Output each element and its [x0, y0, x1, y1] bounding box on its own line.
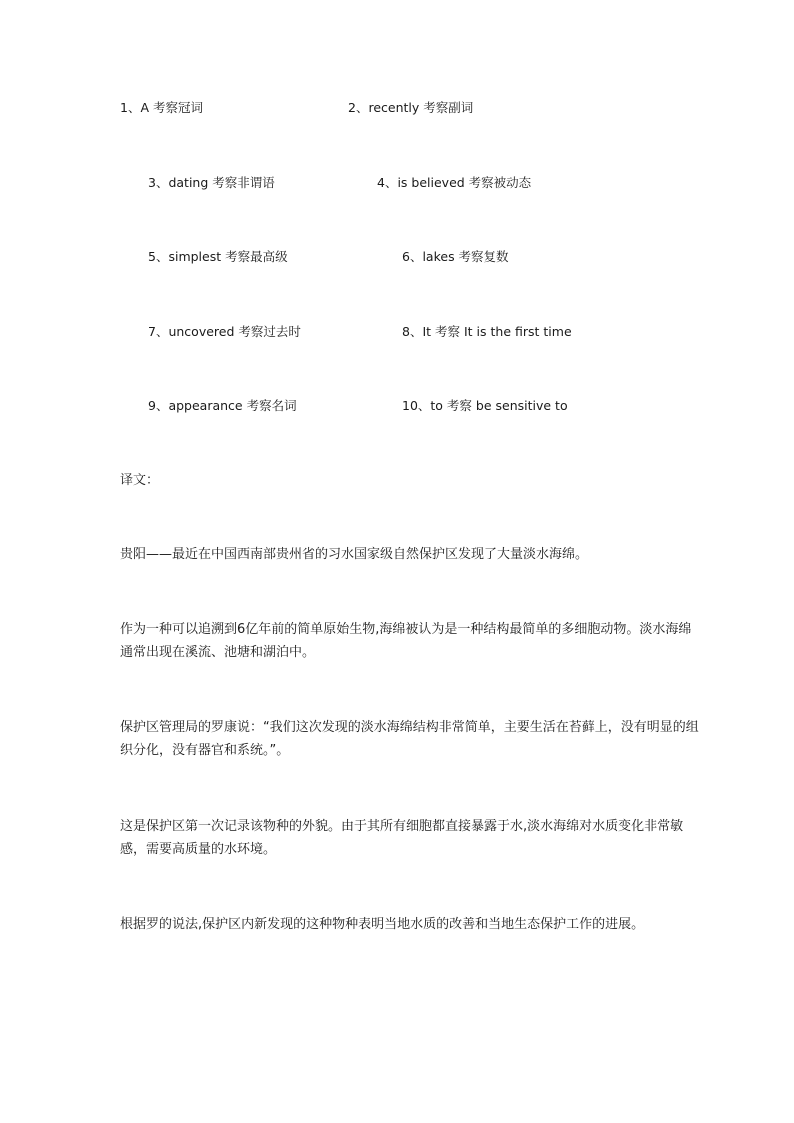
answer-item-7: 7、uncovered 考察过去时	[148, 324, 301, 339]
translation-paragraph-2: 作为一种可以追溯到6亿年前的简单原始生物,海绵被认为是一种结构最简单的多细胞动物。淡水海绵通常出现在溪流、池塘和湖泊中。	[120, 622, 692, 660]
translation-paragraph-3: 保护区管理局的罗康说：“我们这次发现的淡水海绵结构非常简单，主要生活在苔藓上，没有明显的组织分化，没有器官和系统。”。	[120, 720, 699, 758]
translation-paragraph-5: 根据罗的说法,保护区内新发现的这种物种表明当地水质的改善和当地生态保护工作的进展。	[120, 917, 645, 932]
answer-item-10: 10、to 考察 be sensitive to	[402, 398, 568, 413]
translation-paragraph-4: 这是保护区第一次记录该物种的外貌。由于其所有细胞都直接暴露于水,淡水海绵对水质变化非常敏感，需要高质量的水环境。	[120, 819, 684, 857]
answer-item-9: 9、appearance 考察名词	[148, 398, 297, 413]
translation-paragraph-1: 贵阳——最近在中国西南部贵州省的习水国家级自然保护区发现了大量淡水海绵。	[120, 547, 589, 562]
answer-item-3: 3、dating 考察非谓语	[148, 175, 275, 190]
answer-item-5: 5、simplest 考察最高级	[148, 249, 288, 264]
answer-item-6: 6、lakes 考察复数	[402, 249, 509, 264]
answer-item-1: 1、A 考察冠词	[120, 100, 203, 115]
translation-heading: 译文：	[120, 473, 160, 488]
answer-item-4: 4、is believed 考察被动态	[377, 175, 532, 190]
answer-item-8: 8、It 考察 It is the first time	[402, 324, 572, 339]
answer-item-2: 2、recently 考察副词	[348, 100, 474, 115]
